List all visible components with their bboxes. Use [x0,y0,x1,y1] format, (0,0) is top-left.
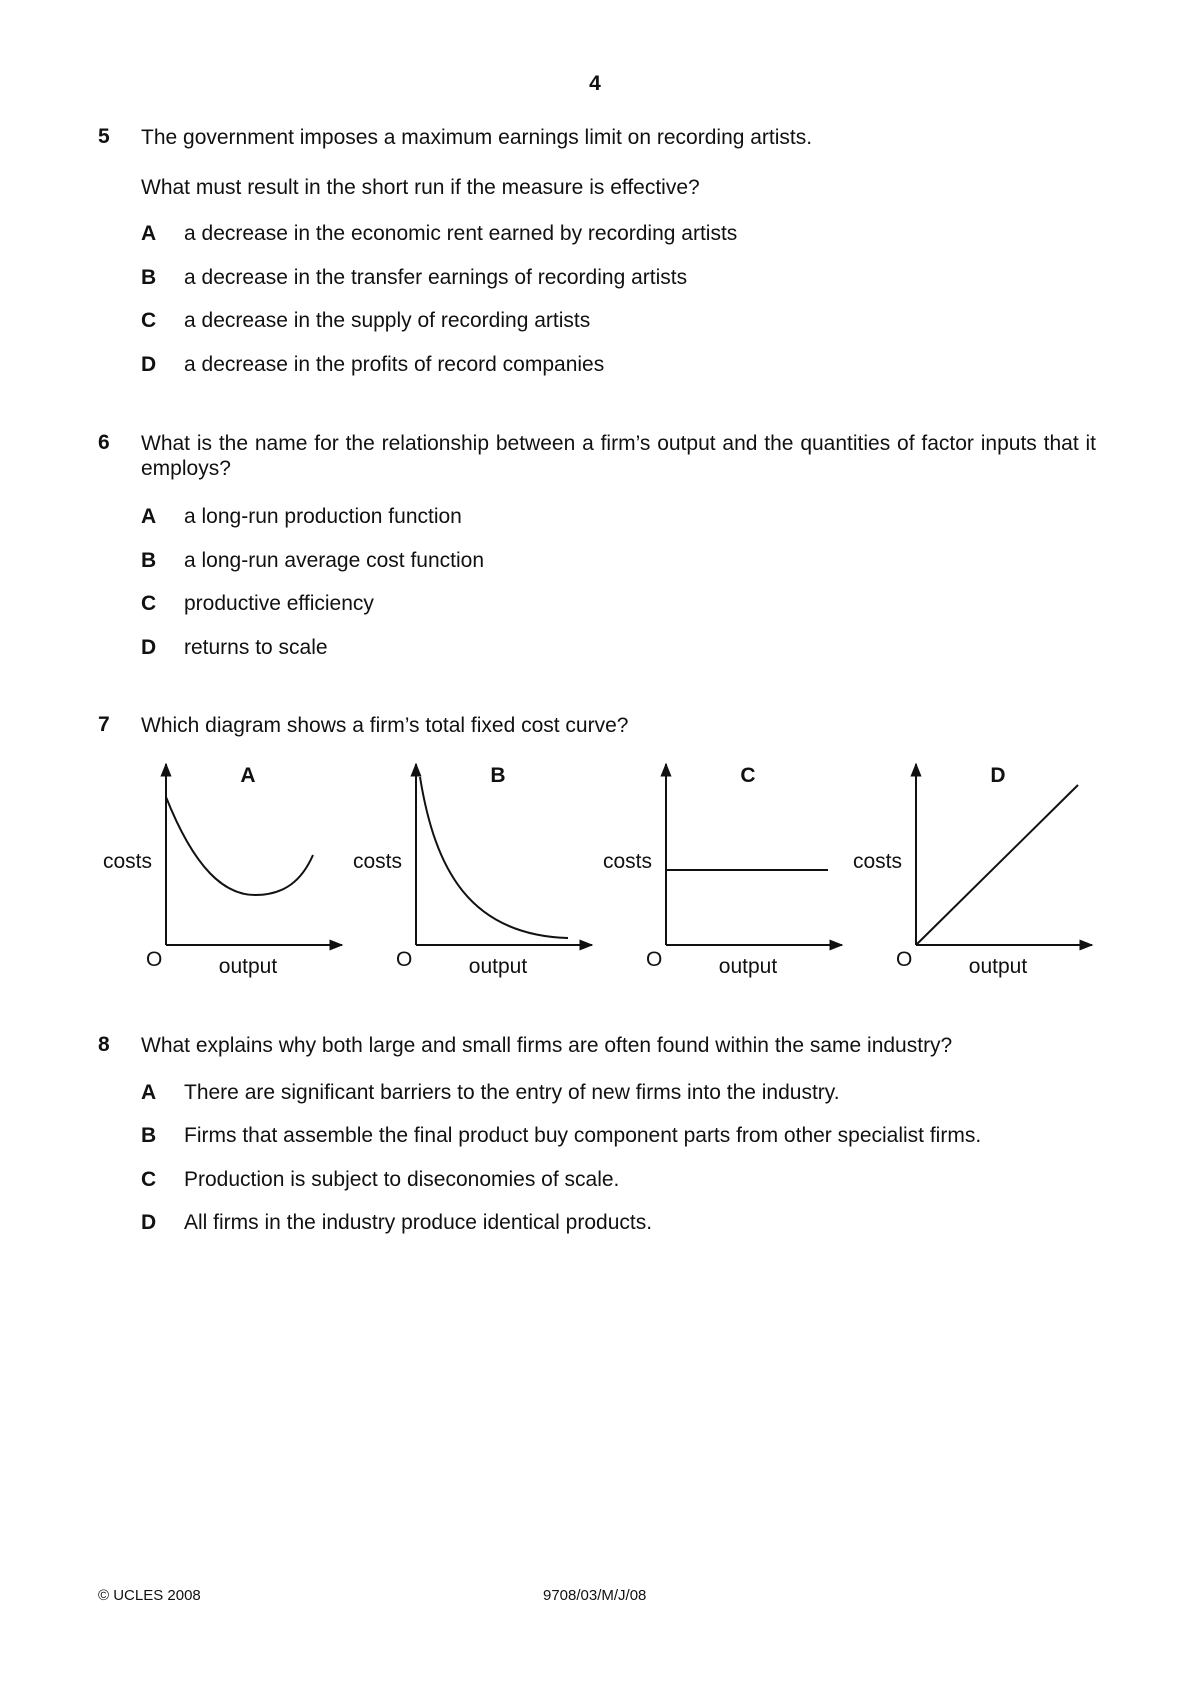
q8-option-d-text: All firms in the industry produce identical products. [184,1211,653,1234]
q6-option-d-text: returns to scale [184,636,328,659]
diagram-a [103,764,342,978]
diagram-d-ylabel: costs [853,850,903,873]
page-number: 4 [589,72,601,95]
diagram-a-label: A [240,764,256,787]
q8-option-a-text: There are significant barriers to the entry of new firms into the industry. [184,1081,840,1104]
question-5-text: What must result in the short run if the measure is effective? [141,176,700,199]
footer-paper-code: 9708/03/M/J/08 [543,1587,647,1604]
question-7-text: Which diagram shows a firm’s total fixed cost curve? [141,714,629,737]
q6-option-b-text: a long-run average cost function [184,549,485,572]
diagram-c-label: C [740,764,756,787]
question-number-6: 6 [98,431,110,454]
q5-option-a-letter: A [141,222,157,245]
diagram-d-label: D [990,764,1006,787]
diagram-c [603,764,842,978]
diagram-d-curve [916,785,1078,945]
q6-option-d-letter: D [141,636,157,659]
q6-option-c-letter: C [141,592,157,615]
question-number-7: 7 [98,713,110,736]
q5-option-c-letter: C [141,309,157,332]
q5-option-d-text: a decrease in the profits of record companies [184,353,605,376]
q8-option-c-text: Production is subject to diseconomies of scale. [184,1168,620,1191]
question-5-stem: The government imposes a maximum earnings limit on recording artists. [141,126,813,149]
diagram-d [853,764,1092,978]
q8-option-c-letter: C [141,1168,157,1191]
footer-copyright: © UCLES 2008 [98,1587,201,1604]
diagram-b-origin: O [396,948,413,971]
question-8-text: What explains why both large and small firms are often found within the same industry? [141,1034,953,1057]
diagram-a-xlabel: output [218,955,278,978]
diagram-a-ylabel: costs [103,850,153,873]
diagram-b [353,764,592,978]
diagram-c-xlabel: output [718,955,778,978]
q5-option-b-text: a decrease in the transfer earnings of recording artists [184,266,688,289]
diagram-c-origin: O [646,948,663,971]
q5-option-c-text: a decrease in the supply of recording artists [184,309,591,332]
question-number-5: 5 [98,125,110,148]
q6-option-a-letter: A [141,505,157,528]
diagram-b-xlabel: output [468,955,528,978]
q6-option-b-letter: B [141,549,157,572]
q8-option-d-letter: D [141,1211,157,1234]
question-number-8: 8 [98,1033,110,1056]
diagram-b-ylabel: costs [353,850,403,873]
q8-option-a-letter: A [141,1081,157,1104]
q5-option-a-text: a decrease in the economic rent earned by recording artists [184,222,738,245]
diagram-a-origin: O [146,948,163,971]
diagram-d-origin: O [896,948,913,971]
diagram-c-ylabel: costs [603,850,653,873]
q8-option-b-letter: B [141,1124,157,1147]
diagram-b-curve [420,777,568,938]
q6-option-c-text: productive efficiency [184,592,374,615]
q5-option-b-letter: B [141,266,157,289]
diagram-b-label: B [490,764,506,787]
q8-option-b-text: Firms that assemble the final product buy component parts from other specialist firms. [184,1124,982,1147]
diagram-d-xlabel: output [968,955,1028,978]
question-6-text: What is the name for the relationship between a firm’s output and the quantities of factor inputs that it employs? [141,432,1096,480]
q5-option-d-letter: D [141,353,157,376]
diagram-a-curve [166,797,313,895]
q6-option-a-text: a long-run production function [184,505,462,528]
